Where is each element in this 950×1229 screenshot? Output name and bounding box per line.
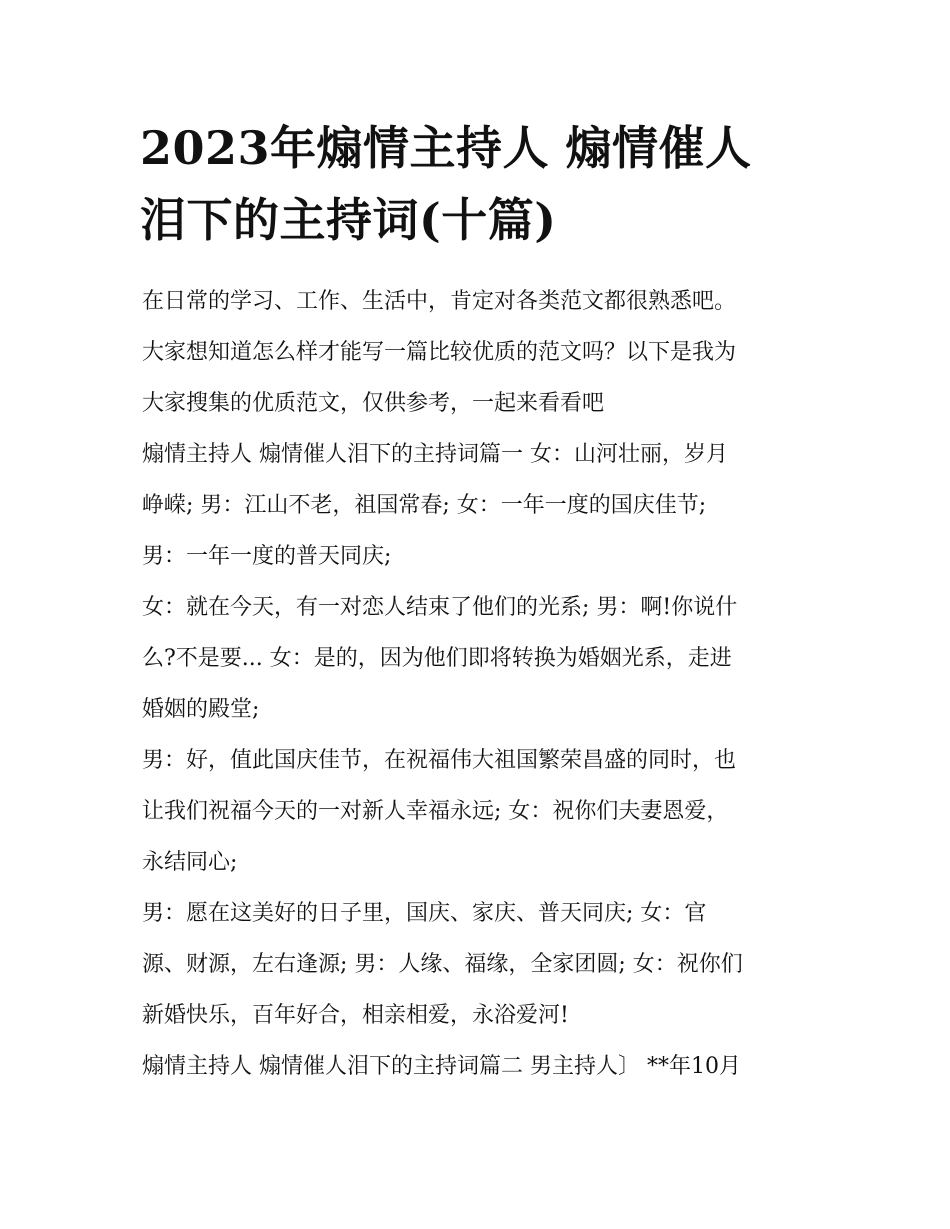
body-line: 煽情主持人 煽情催人泪下的主持词篇二 男主持人〕 **年10月: [142, 1054, 741, 1079]
body-line: 男：一年一度的普天同庆;: [142, 544, 392, 569]
body-line: 源、财源，左右逢源; 男：人缘、福缘，全家团圆; 女：祝你们: [142, 952, 743, 977]
body-line: 男：愿在这美好的日子里，国庆、家庆、普天同庆; 女：官: [142, 901, 707, 926]
body-line: 在日常的学习、工作、生活中，肯定对各类范文都很熟悉吧。: [142, 289, 737, 314]
body-line: 大家想知道怎么样才能写一篇比较优质的范文吗？以下是我为: [142, 340, 737, 365]
document-body: [142, 276, 822, 1092]
body-line: 么?不是要... 女：是的，因为他们即将转换为婚姻光系，走进: [142, 646, 732, 671]
title-line: 泪下的主持词(十篇): [140, 193, 557, 247]
body-line: 男：好，值此国庆佳节，在祝福伟大祖国繁荣昌盛的同时，也: [142, 748, 737, 773]
body-line: 女：就在今天，有一对恋人结束了他们的光系; 男：啊!你说什: [142, 595, 738, 620]
body-line: 让我们祝福今天的一对新人幸福永远; 女：祝你们夫妻恩爱，: [142, 799, 729, 824]
body-line: 大家搜集的优质范文，仅供参考，一起来看看吧: [142, 391, 605, 416]
body-line: 婚姻的殿堂;: [142, 697, 260, 722]
body-line: 永结同心;: [142, 850, 238, 875]
title-line: 2023年煽情主持人 煽情催人: [140, 121, 752, 175]
body-line: 煽情主持人 煽情催人泪下的主持词篇一 女：山河壮丽，岁月: [142, 442, 728, 467]
document-title: [140, 112, 820, 256]
body-line: 峥嵘; 男：江山不老，祖国常春; 女：一年一度的国庆佳节;: [142, 493, 707, 518]
body-line: 新婚快乐，百年好合，相亲相爱，永浴爱河!: [142, 1003, 569, 1028]
